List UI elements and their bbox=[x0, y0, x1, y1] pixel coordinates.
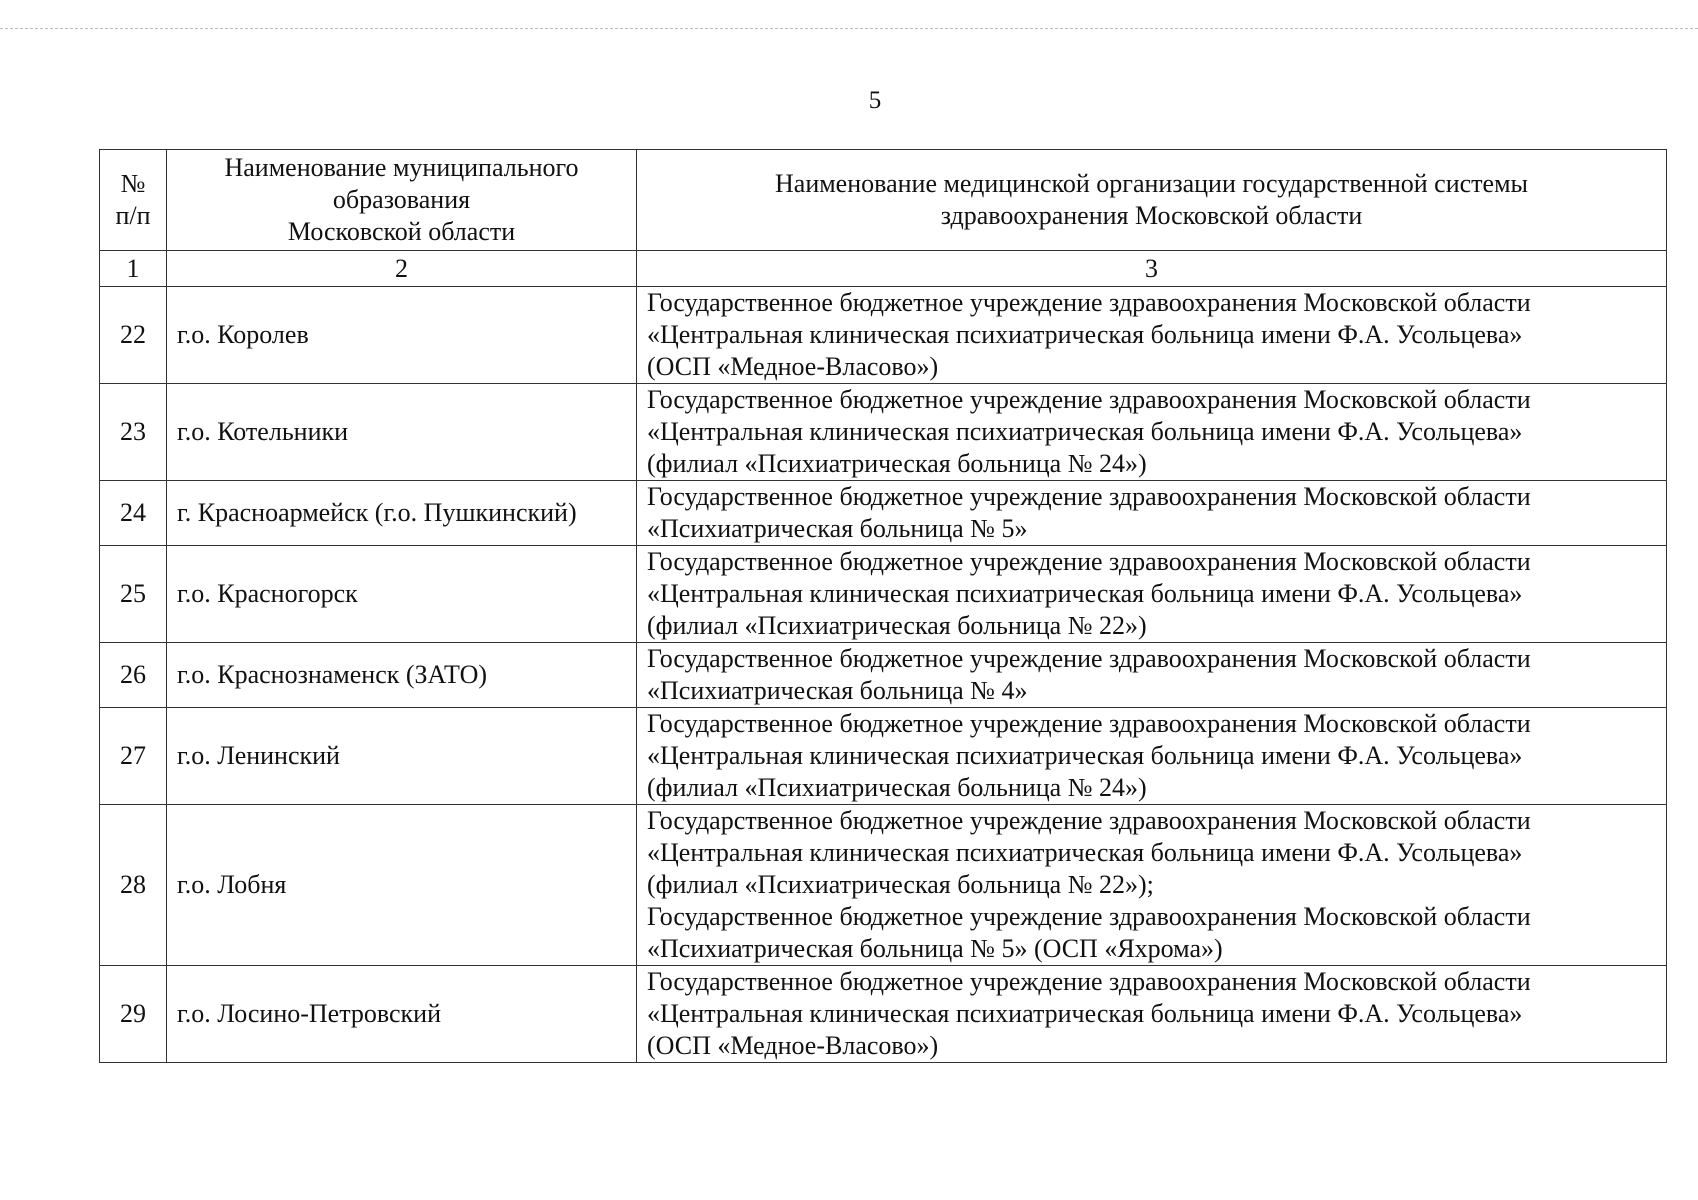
organization-line: (филиал «Психиатрическая больница № 24») bbox=[647, 773, 1147, 802]
municipality-cell: г.о. Котельники bbox=[167, 384, 637, 481]
header-municipality-line: Наименование муниципального bbox=[224, 153, 579, 182]
organization-line: (ОСП «Медное-Власово») bbox=[647, 1031, 939, 1060]
organization-line: «Центральная клиническая психиатрическая больница имени Ф.А. Усольцева» bbox=[647, 417, 1523, 446]
column-index-row bbox=[100, 251, 1667, 287]
header-organization-line: Наименование медицинской организации государственной системы bbox=[775, 169, 1528, 198]
organization-cell bbox=[637, 708, 1667, 805]
organization-cell bbox=[637, 643, 1667, 708]
organization-line: Государственное бюджетное учреждение здравоохранения Московской области bbox=[647, 644, 1531, 673]
municipality-cell: г.о. Лосино-Петровский bbox=[167, 966, 637, 1063]
header-organization-cell bbox=[637, 150, 1667, 251]
municipality-cell: г.о. Краснознаменск (ЗАТО) bbox=[167, 643, 637, 708]
row-number-cell: 27 bbox=[100, 708, 167, 805]
header-num-line: № bbox=[120, 169, 146, 198]
organization-line: «Центральная клиническая психиатрическая больница имени Ф.А. Усольцева» bbox=[647, 579, 1523, 608]
row-number-cell: 25 bbox=[100, 546, 167, 643]
institutions-table bbox=[99, 149, 1667, 1063]
row-number-cell: 28 bbox=[100, 805, 167, 966]
header-num-cell bbox=[100, 150, 167, 251]
municipality-cell: г.о. Лобня bbox=[167, 805, 637, 966]
row-number-cell: 22 bbox=[100, 287, 167, 384]
organization-line: «Центральная клиническая психиатрическая больница имени Ф.А. Усольцева» bbox=[647, 838, 1523, 867]
column-index-2: 2 bbox=[167, 251, 637, 287]
organization-line: «Центральная клиническая психиатрическая больница имени Ф.А. Усольцева» bbox=[647, 999, 1523, 1028]
organization-line: Государственное бюджетное учреждение здравоохранения Московской области bbox=[647, 967, 1531, 996]
table-row bbox=[100, 384, 1667, 481]
table-row bbox=[100, 966, 1667, 1063]
municipality-cell: г.о. Королев bbox=[167, 287, 637, 384]
organization-cell bbox=[637, 384, 1667, 481]
organization-line: «Психиатрическая больница № 5» bbox=[647, 514, 1028, 543]
organization-cell bbox=[637, 805, 1667, 966]
organization-line: (филиал «Психиатрическая больница № 22»); bbox=[647, 870, 1154, 899]
organization-line: (филиал «Психиатрическая больница № 24») bbox=[647, 449, 1147, 478]
scan-top-edge bbox=[0, 28, 1698, 29]
row-number-cell: 23 bbox=[100, 384, 167, 481]
row-number-cell: 29 bbox=[100, 966, 167, 1063]
table-row bbox=[100, 708, 1667, 805]
organization-line: «Психиатрическая больница № 4» bbox=[647, 676, 1028, 705]
municipality-cell: г.о. Красногорск bbox=[167, 546, 637, 643]
row-number-cell: 26 bbox=[100, 643, 167, 708]
organization-cell bbox=[637, 287, 1667, 384]
organization-line: Государственное бюджетное учреждение здравоохранения Московской области bbox=[647, 385, 1531, 414]
organization-line: «Центральная клиническая психиатрическая больница имени Ф.А. Усольцева» bbox=[647, 320, 1523, 349]
table-row bbox=[100, 805, 1667, 966]
municipality-cell: г.о. Ленинский bbox=[167, 708, 637, 805]
header-municipality-cell bbox=[167, 150, 637, 251]
organization-line: (филиал «Психиатрическая больница № 22») bbox=[647, 611, 1147, 640]
organization-cell bbox=[637, 546, 1667, 643]
header-municipality-line: образования bbox=[332, 185, 471, 214]
organization-cell bbox=[637, 966, 1667, 1063]
header-municipality-line: Московской области bbox=[287, 217, 516, 246]
table-row bbox=[100, 287, 1667, 384]
table-header-row bbox=[100, 150, 1667, 251]
organization-line: Государственное бюджетное учреждение здравоохранения Московской области bbox=[647, 482, 1531, 511]
column-index-1: 1 bbox=[100, 251, 167, 287]
organization-cell bbox=[637, 481, 1667, 546]
row-number-cell: 24 bbox=[100, 481, 167, 546]
organization-line: Государственное бюджетное учреждение здравоохранения Московской области bbox=[647, 288, 1531, 317]
organization-line: Государственное бюджетное учреждение здравоохранения Московской области bbox=[647, 547, 1531, 576]
organization-line: «Психиатрическая больница № 5» (ОСП «Яхрома») bbox=[647, 934, 1223, 963]
column-index-3: 3 bbox=[637, 251, 1667, 287]
organization-line: Государственное бюджетное учреждение здравоохранения Московской области bbox=[647, 902, 1531, 931]
table-row bbox=[100, 481, 1667, 546]
organization-line: (ОСП «Медное-Власово») bbox=[647, 352, 939, 381]
page-number: 5 bbox=[868, 87, 882, 114]
header-num-line: п/п bbox=[115, 201, 151, 230]
organization-line: «Центральная клиническая психиатрическая больница имени Ф.А. Усольцева» bbox=[647, 741, 1523, 770]
organization-line: Государственное бюджетное учреждение здравоохранения Московской области bbox=[647, 806, 1531, 835]
table-row bbox=[100, 546, 1667, 643]
municipality-cell: г. Красноармейск (г.о. Пушкинский) bbox=[167, 481, 637, 546]
header-organization-line: здравоохранения Московской области bbox=[940, 201, 1363, 230]
table-row bbox=[100, 643, 1667, 708]
organization-line: Государственное бюджетное учреждение здравоохранения Московской области bbox=[647, 709, 1531, 738]
